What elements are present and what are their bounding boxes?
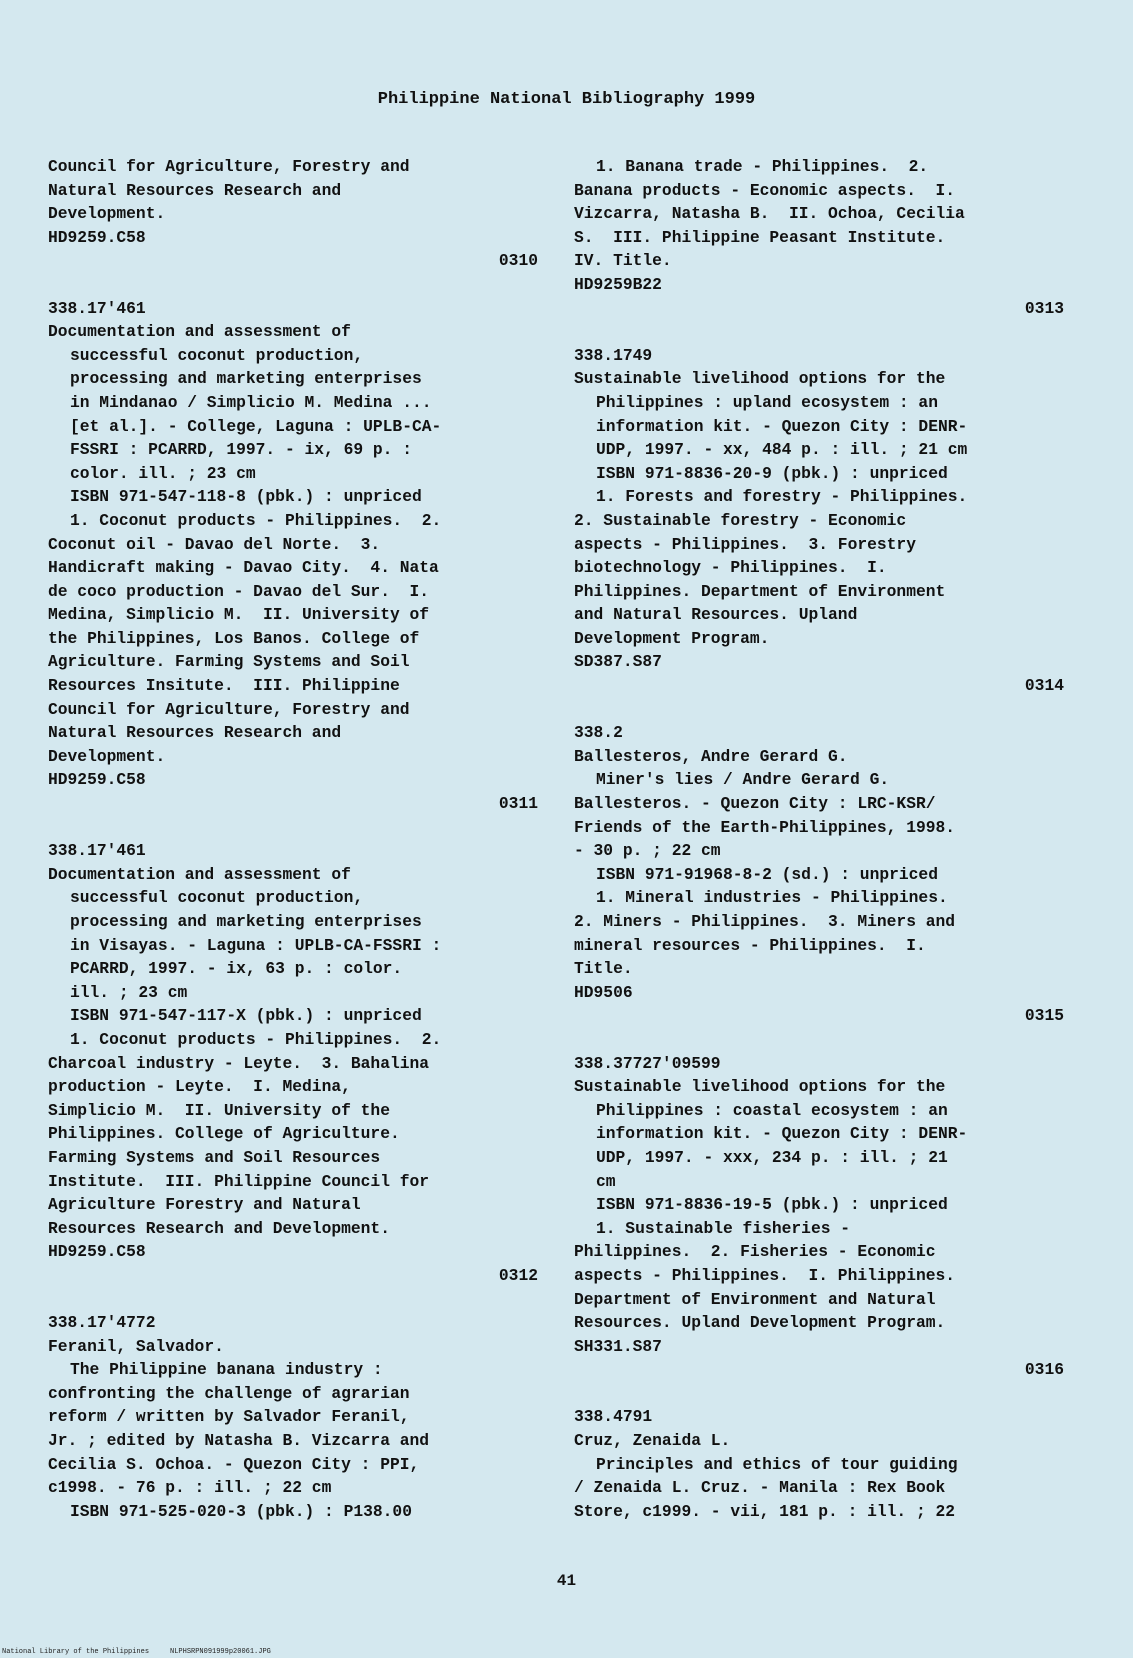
entry-line: Philippines. College of Agriculture. <box>48 1124 400 1144</box>
entry-line: ISBN 971-8836-19-5 (pbk.) : unpriced <box>596 1195 948 1215</box>
page-title: Philippine National Bibliography 1999 <box>377 90 756 109</box>
entry-line: The Philippine banana industry : <box>70 1360 383 1380</box>
entry-line: HD9259B22 <box>574 274 662 294</box>
entry-line: and Natural Resources. Upland <box>574 605 858 625</box>
entry-line: reform / written by Salvador Feranil, <box>48 1407 410 1427</box>
entry-line: 338.17'461 <box>48 841 146 861</box>
entry-line: production - Leyte. I. Medina, <box>48 1077 351 1097</box>
entry-line: Cruz, Zenaida L. <box>574 1431 731 1451</box>
entry-line: / Zenaida L. Cruz. - Manila : Rex Book <box>574 1478 946 1498</box>
entry-line: information kit. - Quezon City : DENR- <box>596 1124 968 1144</box>
entry-gap <box>48 273 538 297</box>
entry-line: IV. Title. <box>574 251 672 271</box>
entry-line: Ballesteros. - Quezon City : LRC-KSR/ <box>574 794 936 814</box>
entry-line: SH331.S87 <box>574 1336 662 1356</box>
entry-line: Simplicio M. II. University of the <box>48 1100 390 1120</box>
entry-line: Handicraft making - Davao City. 4. Nata <box>48 558 439 578</box>
entry-line: 338.37727'09599 <box>574 1053 721 1073</box>
entry-line: 2. Miners - Philippines. 3. Miners and <box>574 912 956 931</box>
entry-line: ISBN 971-525-020-3 (pbk.) : P138.00 <box>70 1501 412 1521</box>
entry-line: confronting the challenge of agrarian <box>48 1383 410 1403</box>
entry-line: Resources. Upland Development Program. <box>574 1313 946 1333</box>
entry-line: Council for Agriculture, Forestry and <box>48 157 410 176</box>
entry-line: Cecilia S. Ochoa. - Quezon City : PPI, <box>48 1454 420 1474</box>
entry-line: Council for Agriculture, Forestry and <box>48 699 410 719</box>
entry-number: 0310 <box>498 251 538 271</box>
entry-number: 0312 <box>498 1265 538 1285</box>
entry-line: PCARRD, 1997. - ix, 63 p. : color. <box>70 959 403 979</box>
entry-line: processing and marketing enterprises <box>70 369 422 389</box>
entry-line: Title. <box>574 959 633 979</box>
entry-number: 0315 <box>1024 1006 1064 1026</box>
entry-line: Ballesteros, Andre Gerard G. <box>574 746 848 766</box>
entry-line: aspects - Philippines. 3. Forestry <box>574 534 916 554</box>
entry-line: Principles and ethics of tour guiding <box>596 1454 958 1474</box>
entry-line: Resources Insitute. III. Philippine <box>48 676 400 696</box>
entry-line: aspects - Philippines. I. Philippines. <box>574 1265 956 1285</box>
entry-line: FSSRI : PCARRD, 1997. - ix, 69 p. : <box>70 440 412 460</box>
entry-line: c1998. - 76 p. : ill. ; 22 cm <box>48 1478 332 1498</box>
entry-gap <box>48 816 538 840</box>
entry-line: 1. Mineral industries - Philippines. <box>596 888 948 908</box>
entry-line: Feranil, Salvador. <box>48 1336 224 1356</box>
entry-line: UDP, 1997. - xx, 484 p. : ill. ; 21 cm <box>596 440 968 460</box>
entry-gap <box>574 1382 1064 1406</box>
entry-line: Store, c1999. - vii, 181 p. : ill. ; 22 <box>574 1501 956 1521</box>
entry-line: successful coconut production, <box>70 345 364 365</box>
entry-line: Philippines : upland ecosystem : an <box>596 392 938 412</box>
entry-line: information kit. - Quezon City : DENR- <box>596 416 968 436</box>
entry-gap <box>574 698 1064 722</box>
entry-line: HD9259.C58 <box>48 770 146 790</box>
entry-line: HD9259.C58 <box>48 227 146 247</box>
entry-line: Philippines. 2. Fisheries - Economic <box>574 1242 936 1262</box>
entry-line: de coco production - Davao del Sur. I. <box>48 581 430 601</box>
entry-line: ISBN 971-547-117-X (pbk.) : unpriced <box>70 1006 422 1026</box>
entry-line: 338.17'461 <box>48 298 146 318</box>
entry-line: Sustainable livelihood options for the <box>574 1077 946 1097</box>
entry-line: Natural Resources Research and <box>48 180 342 200</box>
entry-line: Natural Resources Research and <box>48 723 342 743</box>
entry-line: Banana products - Economic aspects. I. <box>574 180 956 200</box>
entry-line: [et al.]. - College, Laguna : UPLB-CA- <box>70 416 442 436</box>
entry-line: Coconut oil - Davao del Norte. 3. <box>48 534 381 554</box>
entry-line: Sustainable livelihood options for the <box>574 369 946 389</box>
entry-line: ISBN 971-8836-20-9 (pbk.) : unpriced <box>596 463 948 483</box>
entry-line: S. III. Philippine Peasant Institute. <box>574 227 946 247</box>
scan-footer-label: National Library of the Philippines NLPHSRPN091999p20061.JPG <box>2 1648 271 1656</box>
entry-line: 338.4791 <box>574 1407 653 1427</box>
entry-line: mineral resources - Philippines. I. <box>574 935 926 955</box>
entry-line: Development Program. <box>574 628 770 648</box>
entry-line: in Mindanao / Simplicio M. Medina ... <box>70 392 432 412</box>
entry-line: Department of Environment and Natural <box>574 1289 936 1309</box>
entry-line: Documentation and assessment of <box>48 322 351 342</box>
right-column <box>574 155 1064 1523</box>
entry-line: HD9259.C58 <box>48 1242 146 1262</box>
entry-line: 1. Coconut products - Philippines. 2. <box>70 1029 442 1049</box>
entry-line: Development. <box>48 746 166 766</box>
entry-line: processing and marketing enterprises <box>70 912 422 931</box>
entry-line: 1. Sustainable fisheries - <box>596 1218 851 1238</box>
entry-line: 338.17'4772 <box>48 1313 156 1333</box>
entry-line: UDP, 1997. - xxx, 234 p. : ill. ; 21 <box>596 1147 948 1167</box>
entry-line: Institute. III. Philippine Council for <box>48 1171 430 1191</box>
entry-line: ISBN 971-547-118-8 (pbk.) : unpriced <box>70 487 422 507</box>
entry-line: - 30 p. ; 22 cm <box>574 841 721 861</box>
entry-line: Vizcarra, Natasha B. II. Ochoa, Cecilia <box>574 204 965 224</box>
entry-line: Development. <box>48 204 166 224</box>
entry-number: 0313 <box>1024 298 1064 318</box>
entry-gap <box>574 320 1064 344</box>
page-number: 41 <box>556 1572 577 1590</box>
entry-line: color. ill. ; 23 cm <box>70 463 256 483</box>
entry-line: 1. Banana trade - Philippines. 2. <box>596 157 929 176</box>
entry-gap <box>48 1288 538 1312</box>
entry-line: ISBN 971-91968-8-2 (sd.) : unpriced <box>596 864 938 884</box>
entry-line: 2. Sustainable forestry - Economic <box>574 510 907 530</box>
entry-number: 0316 <box>1024 1360 1064 1380</box>
entry-line: Documentation and assessment of <box>48 864 351 884</box>
entry-line: 1. Coconut products - Philippines. 2. <box>70 510 442 530</box>
entry-line: Miner's lies / Andre Gerard G. <box>596 770 890 790</box>
entry-line: Charcoal industry - Leyte. 3. Bahalina <box>48 1053 430 1073</box>
entry-line: Medina, Simplicio M. II. University of <box>48 605 430 625</box>
entry-line: Agriculture Forestry and Natural <box>48 1195 361 1215</box>
entry-line: Jr. ; edited by Natasha B. Vizcarra and <box>48 1431 430 1451</box>
entry-line: HD9506 <box>574 982 633 1002</box>
entry-line: successful coconut production, <box>70 888 364 908</box>
entry-line: in Visayas. - Laguna : UPLB-CA-FSSRI : <box>70 935 442 955</box>
entry-line: ill. ; 23 cm <box>70 982 188 1002</box>
entry-line: Friends of the Earth-Philippines, 1998. <box>574 817 956 837</box>
entry-line: Philippines : coastal ecosystem : an <box>596 1100 948 1120</box>
entry-number: 0311 <box>498 794 538 814</box>
entry-line: biotechnology - Philippines. I. <box>574 558 887 578</box>
entry-line: 338.1749 <box>574 345 653 365</box>
entry-line: the Philippines, Los Banos. College of <box>48 628 420 648</box>
entry-gap <box>574 1028 1064 1052</box>
entry-line: cm <box>596 1171 616 1191</box>
entry-line: 338.2 <box>574 723 623 743</box>
left-column <box>48 155 538 1523</box>
entry-line: Philippines. Department of Environment <box>574 581 946 601</box>
entry-line: SD387.S87 <box>574 652 662 672</box>
entry-number: 0314 <box>1024 676 1064 696</box>
entry-line: Resources Research and Development. <box>48 1218 390 1238</box>
entry-line: Farming Systems and Soil Resources <box>48 1147 381 1167</box>
entry-line: 1. Forests and forestry - Philippines. <box>596 487 968 507</box>
entry-line: Agriculture. Farming Systems and Soil <box>48 652 410 672</box>
